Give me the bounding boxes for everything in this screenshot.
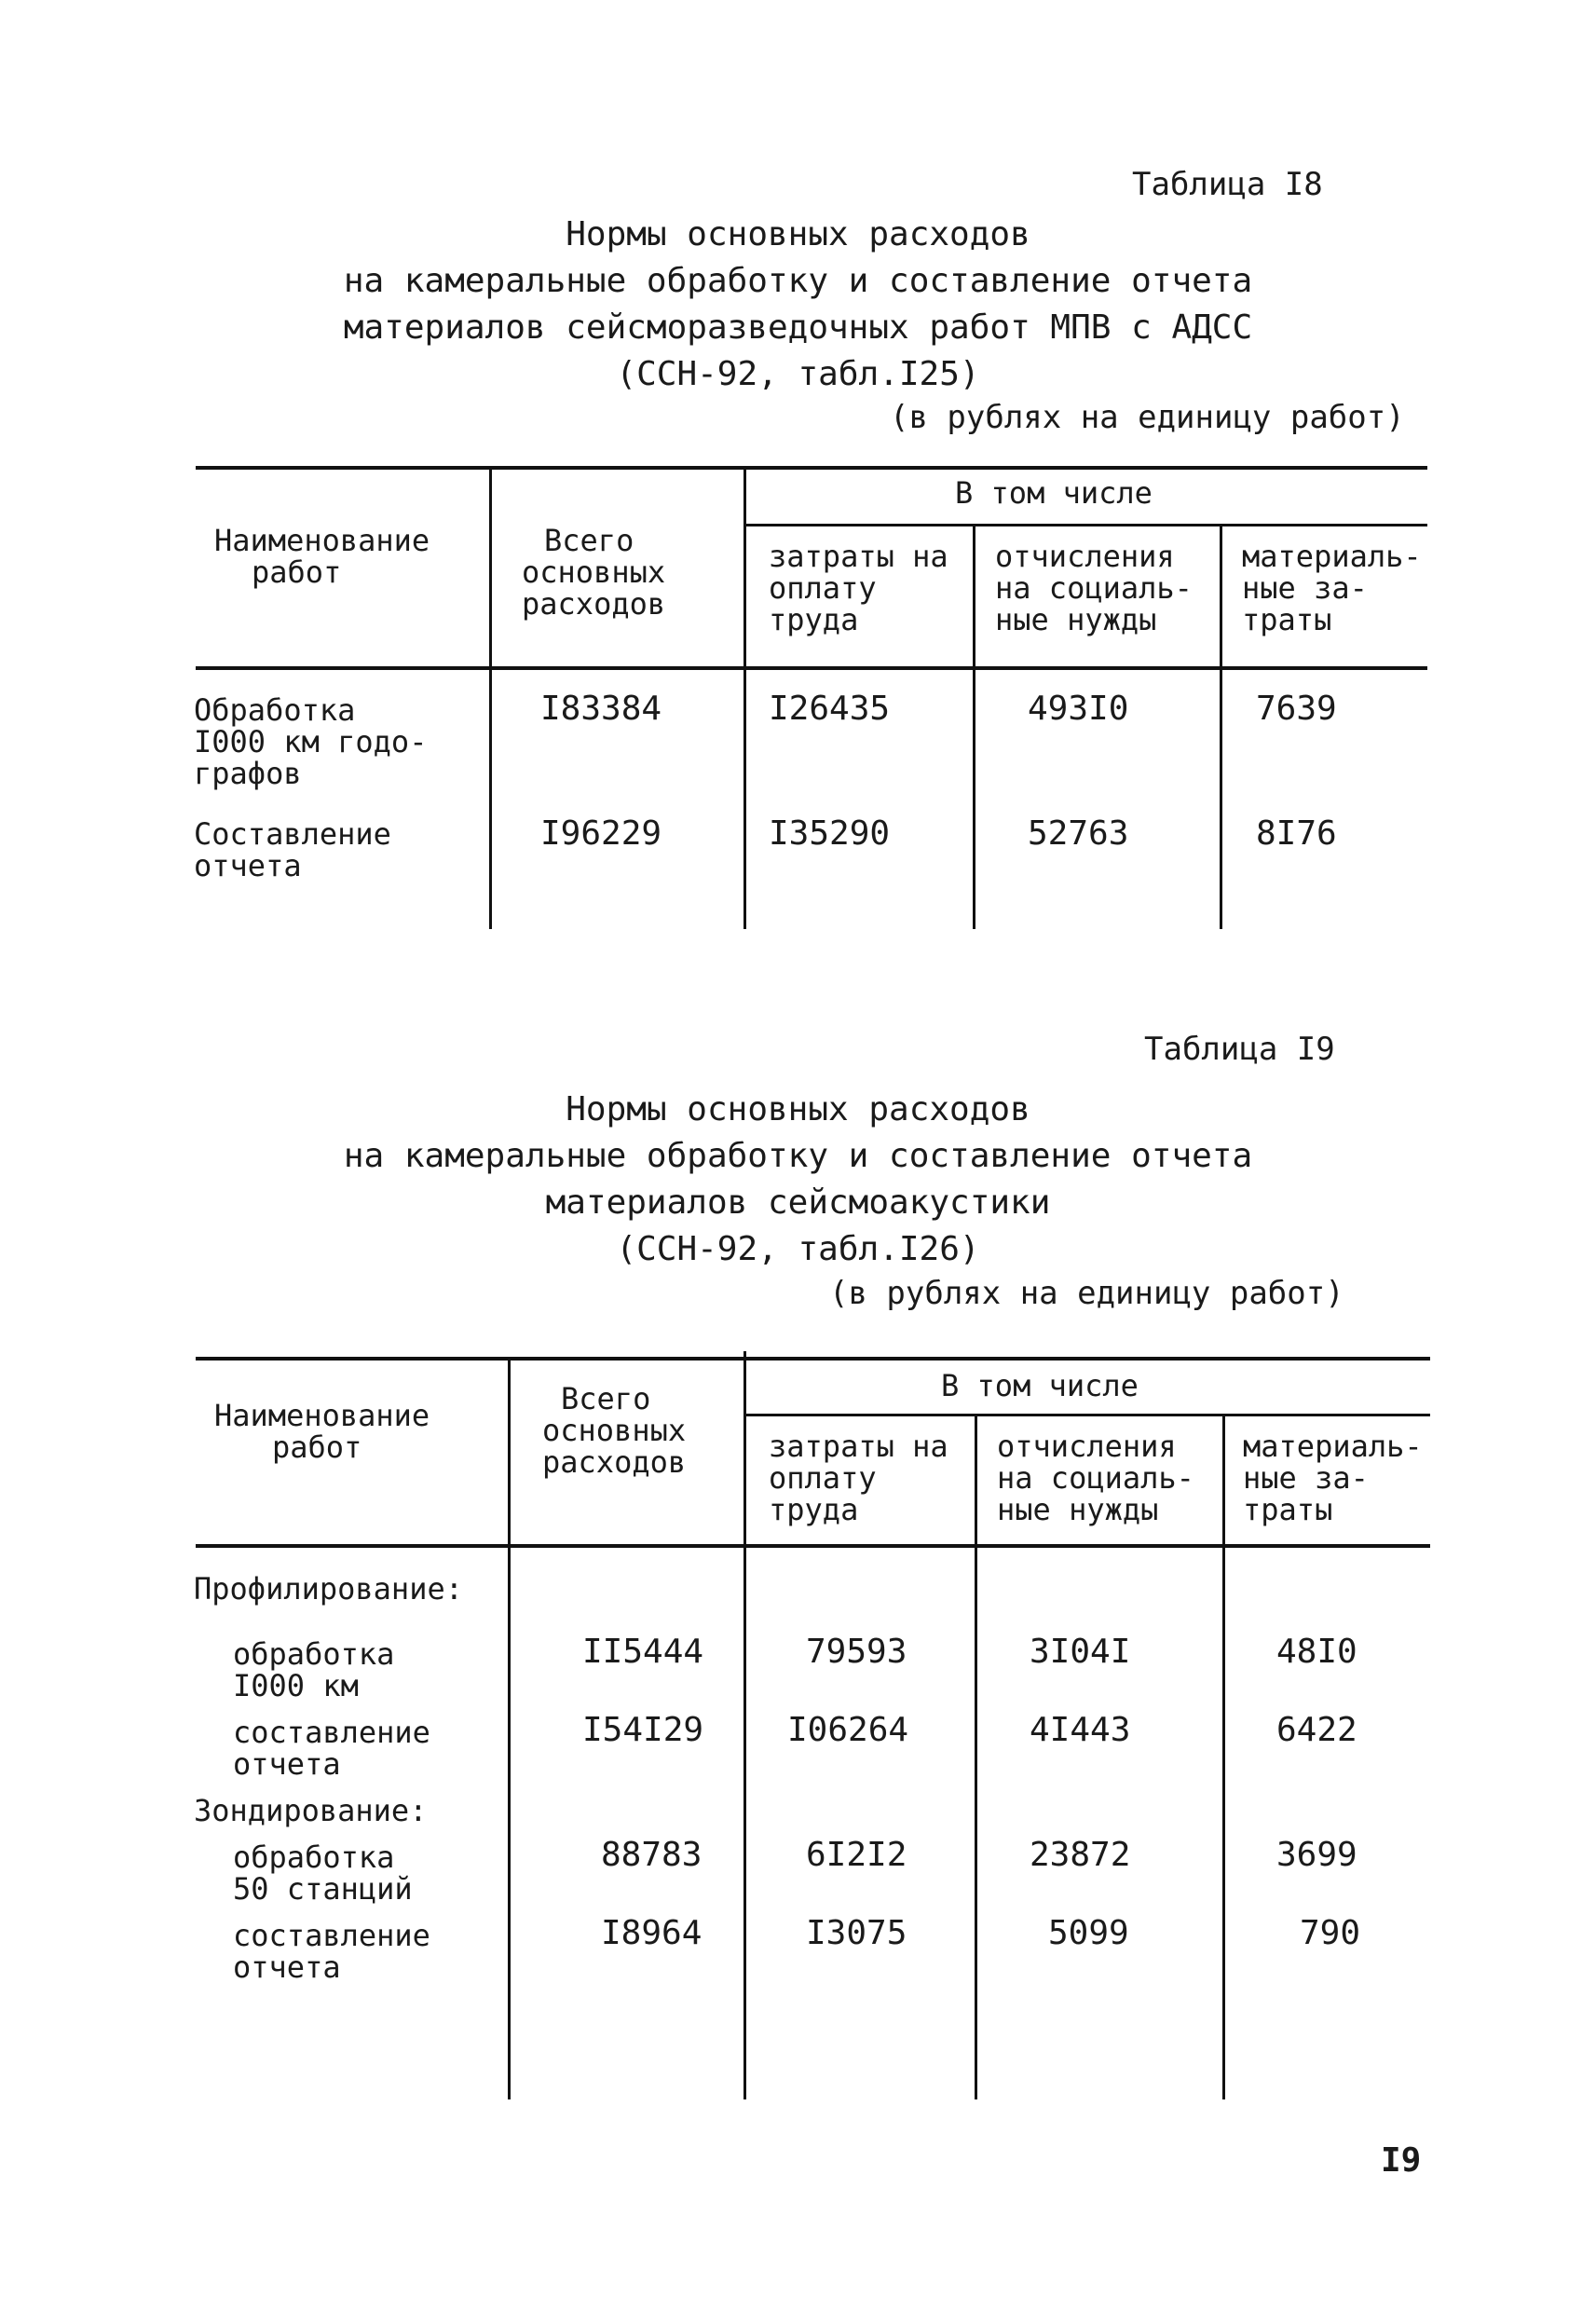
page-number: I9 xyxy=(1381,2141,1422,2180)
table-18-header-rule xyxy=(196,666,1427,670)
table-19-sounding-row-1-material: 3699 xyxy=(1276,1836,1357,1874)
table-18-header-material: материаль- ные за- траты xyxy=(1242,539,1422,637)
table-18-divider-2 xyxy=(743,468,746,929)
table-19-header-total: Всего основных расходов xyxy=(542,1381,687,1480)
table-18-row-2-total: I96229 xyxy=(540,814,662,853)
table-19-header-labor: затраты на оплату труда xyxy=(769,1429,948,1527)
table-19-profiling-row-1-total: II5444 xyxy=(582,1633,704,1671)
table-19-sounding-row-1-total: 88783 xyxy=(601,1836,703,1874)
table-18-header-labor: затраты на оплату труда xyxy=(769,539,948,637)
table-19-profiling-row-1-social: 3I04I xyxy=(1030,1633,1131,1671)
table-18-title-line-3: материалов сейсморазведочных работ МПВ с АДСС xyxy=(343,308,1253,347)
table-19-profiling-row-1-labor: 79593 xyxy=(806,1633,907,1671)
table-19-section-profiling-title: Профилирование: xyxy=(194,1571,463,1607)
table-19-sounding-row-2-labor: I3075 xyxy=(806,1914,907,1952)
table-19-sounding-row-1-social: 23872 xyxy=(1030,1836,1131,1874)
table-19-profiling-row-1-name: обработка I000 км xyxy=(233,1636,395,1703)
table-18-row-2-material: 8I76 xyxy=(1256,814,1337,853)
table-19-sub-rule xyxy=(745,1414,1430,1416)
table-19-header-name: Наименование работ xyxy=(214,1398,430,1465)
table-19-header-including: В том числе xyxy=(941,1368,1139,1403)
table-18-title-line-4: (ССН-92, табл.I25) xyxy=(616,355,980,393)
table-19-section-sounding-title: Зондирование: xyxy=(194,1793,428,1828)
table-19-sounding-row-1-name: обработка 50 станций xyxy=(233,1839,413,1907)
table-19-header-rule xyxy=(196,1544,1430,1548)
table-18-sub-rule xyxy=(745,524,1427,526)
table-18-header-including: В том числе xyxy=(955,475,1153,511)
table-19-profiling-row-2-labor: I06264 xyxy=(787,1711,909,1749)
table-19-title-line-3: материалов сейсмоакустики xyxy=(545,1183,1051,1222)
table-19-sounding-row-2-material: 790 xyxy=(1300,1914,1361,1952)
table-18-row-2-social: 52763 xyxy=(1028,814,1129,853)
table-18-row-1-name: Обработка I000 км годо- графов xyxy=(194,692,428,791)
table-19-profiling-row-2-name: составление отчета xyxy=(233,1715,430,1782)
table-18-title-line-1: Нормы основных расходов xyxy=(566,215,1030,253)
table-18-row-1-total: I83384 xyxy=(540,690,662,728)
table-19-sounding-row-2-total: I8964 xyxy=(601,1914,703,1952)
table-19-sounding-row-2-name: составление отчета xyxy=(233,1918,430,1985)
table-18-row-1-material: 7639 xyxy=(1256,690,1337,728)
table-18-units: (в рублях на единицу работ) xyxy=(890,399,1405,436)
table-18-row-2-labor: I35290 xyxy=(769,814,891,853)
table-19-title-line-4: (ССН-92, табл.I26) xyxy=(616,1230,980,1268)
table-19-title-line-2: на камеральные обработку и составление отчета xyxy=(343,1137,1253,1175)
table-18-header-social: отчисления на социаль- ные нужды xyxy=(995,539,1193,637)
table-19-divider-2 xyxy=(743,1351,746,2099)
table-19-sounding-row-1-labor: 6I2I2 xyxy=(806,1836,907,1874)
table-19-label: Таблица I9 xyxy=(1144,1031,1335,1068)
table-19-profiling-row-2-total: I54I29 xyxy=(582,1711,704,1749)
table-19-divider-3 xyxy=(975,1415,977,2099)
table-19-profiling-row-2-social: 4I443 xyxy=(1030,1711,1131,1749)
table-18-top-rule xyxy=(196,466,1427,470)
table-18-header-name: Наименование работ xyxy=(214,523,430,590)
table-18-divider-3 xyxy=(973,525,975,929)
table-19-profiling-row-1-material: 48I0 xyxy=(1276,1633,1357,1671)
table-19-sounding-row-2-social: 5099 xyxy=(1048,1914,1129,1952)
table-19-header-material: материаль- ные за- траты xyxy=(1243,1429,1423,1527)
table-18-divider-4 xyxy=(1220,525,1222,929)
table-18-row-2-name: Составление отчета xyxy=(194,816,391,883)
table-19-divider-1 xyxy=(508,1359,511,2099)
table-18-title-line-2: на камеральные обработку и составление отчета xyxy=(343,262,1253,300)
table-19-top-rule xyxy=(196,1357,1430,1361)
table-18-row-1-labor: I26435 xyxy=(769,690,891,728)
table-19-profiling-row-2-material: 6422 xyxy=(1276,1711,1357,1749)
table-19-divider-4 xyxy=(1222,1415,1225,2099)
table-18-label: Таблица I8 xyxy=(1132,166,1323,203)
table-19-title-line-1: Нормы основных расходов xyxy=(566,1090,1030,1128)
table-19-units: (в рублях на единицу работ) xyxy=(829,1275,1344,1312)
table-18-row-1-social: 493I0 xyxy=(1028,690,1129,728)
table-18-divider-1 xyxy=(489,468,492,929)
table-19-header-social: отчисления на социаль- ные нужды xyxy=(997,1429,1194,1527)
table-18-header-total: Всего основных расходов xyxy=(522,523,666,622)
